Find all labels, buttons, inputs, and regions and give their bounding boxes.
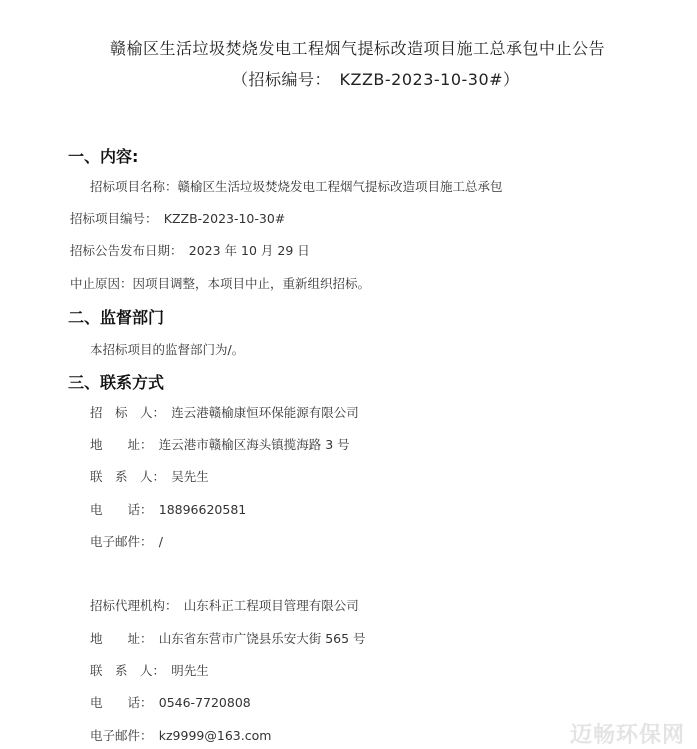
agency-name: 招标代理机构： 山东科正工程项目管理有限公司 — [90, 598, 359, 613]
tenderer-name: 招 标 人： 连云港赣榆康恒环保能源有限公司 — [90, 405, 359, 420]
agency-address: 地 址： 山东省东营市广饶县乐安大街 565 号 — [90, 631, 366, 646]
tenderer-address: 地 址： 连云港市赣榆区海头镇揽海路 3 号 — [90, 437, 350, 452]
suspension-reason: 中止原因：因项目调整，本项目中止，重新组织招标。 — [70, 276, 371, 291]
project-name: 招标项目名称：赣榆区生活垃圾焚烧发电工程烟气提标改造项目施工总承包 — [90, 179, 503, 194]
tenderer-email: 电子邮件： / — [90, 534, 163, 549]
agency-email: 电子邮件： kz9999@163.com — [90, 728, 272, 743]
section-heading-contact: 三、联系方式 — [68, 373, 165, 392]
tenderer-contact-person: 联 系 人： 吴先生 — [90, 469, 209, 484]
site-watermark: 迈畅环保网 — [570, 723, 686, 748]
publish-date: 招标公告发布日期： 2023 年 10 月 29 日 — [70, 243, 310, 258]
tender-number-subtitle: （招标编号： KZZB-2023-10-30#） — [232, 70, 520, 89]
project-number: 招标项目编号： KZZB-2023-10-30# — [70, 211, 286, 226]
section-heading-supervision: 二、监督部门 — [68, 308, 165, 327]
agency-contact-person: 联 系 人： 明先生 — [90, 663, 209, 678]
section-heading-content: 一、内容: — [68, 147, 139, 166]
agency-phone: 电 话： 0546-7720808 — [90, 695, 251, 710]
announcement-title: 赣榆区生活垃圾焚烧发电工程烟气提标改造项目施工总承包中止公告 — [110, 39, 606, 58]
supervision-text: 本招标项目的监督部门为/。 — [90, 342, 245, 357]
tenderer-phone: 电 话： 18896620581 — [90, 502, 247, 517]
